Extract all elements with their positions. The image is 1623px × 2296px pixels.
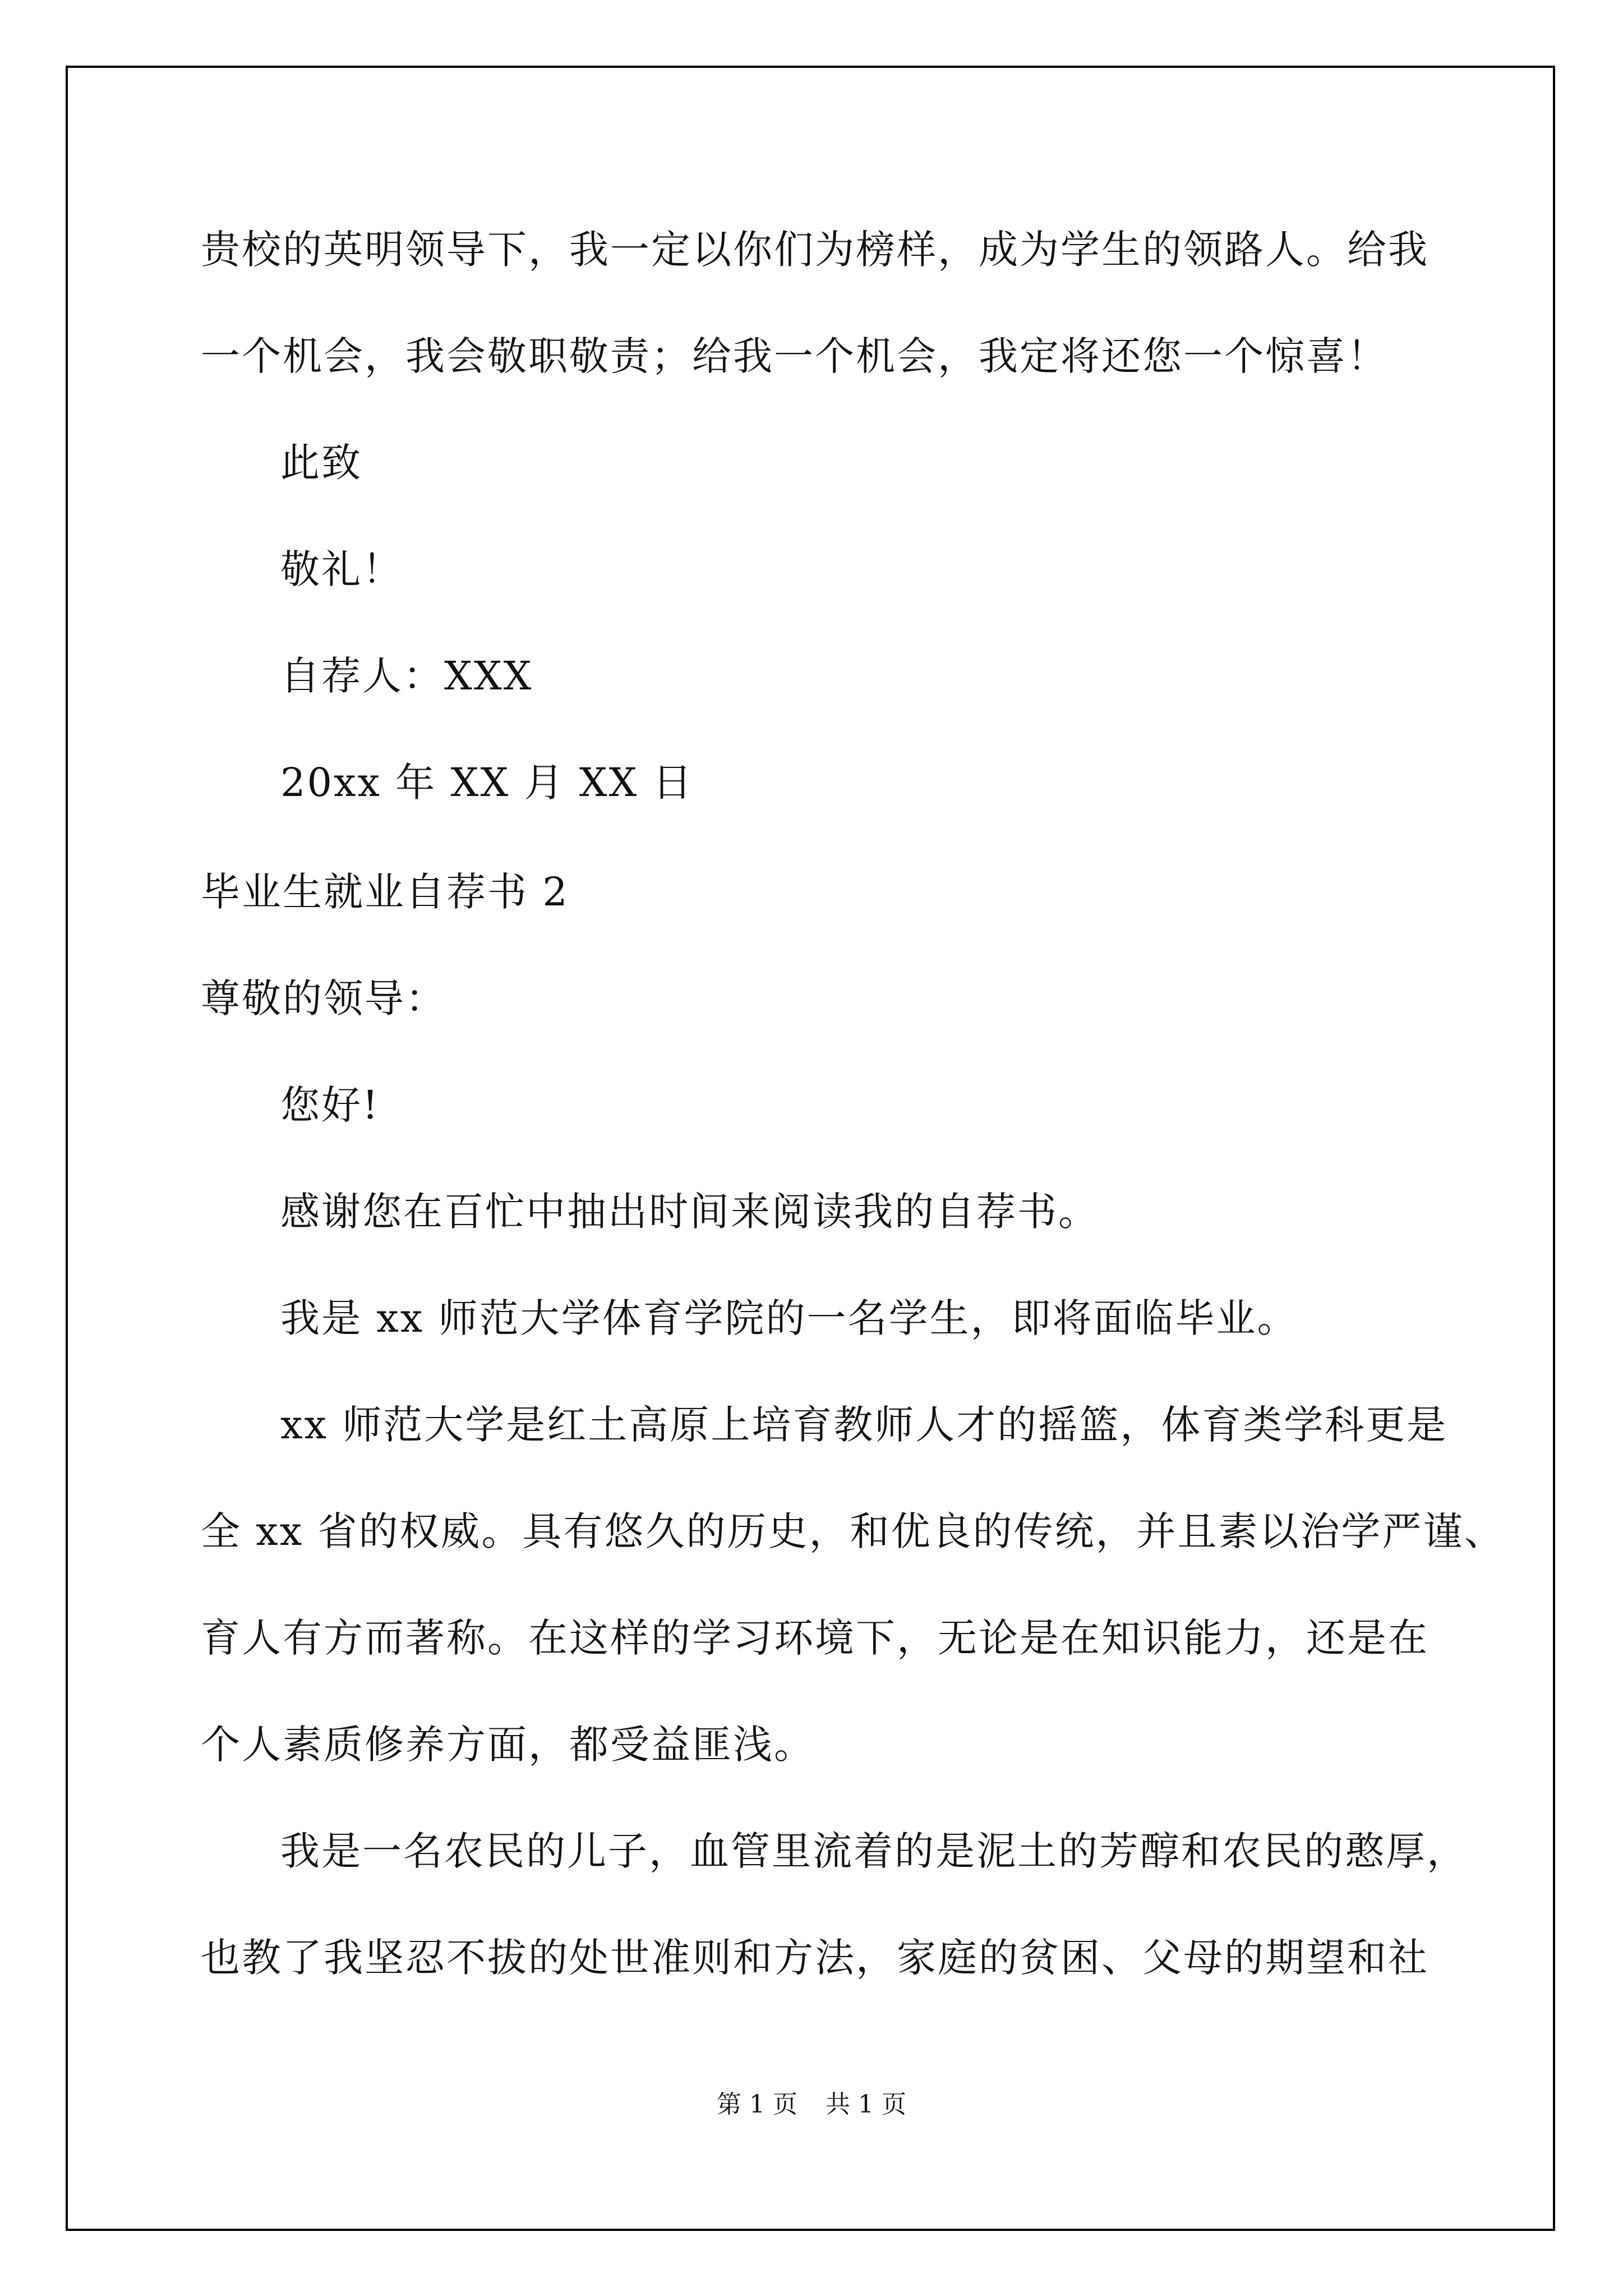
closing-salutation: 此致 — [280, 440, 362, 486]
greeting: 尊敬的领导： — [201, 976, 446, 1022]
paragraph-line: 感谢您在百忙中抽出时间来阅读我的自荐书。 — [280, 1189, 1099, 1235]
date-line: 20xx 年 XX 月 XX 日 — [280, 760, 694, 806]
page-number-total: 共 1 页 — [826, 2090, 906, 2119]
paragraph-line: 我是一名农民的儿子，血管里流着的是泥土的芳醇和农民的憨厚， — [280, 1828, 1468, 1874]
page-border — [66, 66, 1555, 2231]
closing-regards: 敬礼！ — [280, 546, 403, 592]
page-footer — [0, 2084, 1623, 2120]
paragraph-line: 也教了我坚忍不拔的处世准则和方法，家庭的贫困、父母的期望和社 — [201, 1935, 1429, 1981]
page-number-current: 第 1 页 — [717, 2090, 797, 2119]
paragraph-line: 育人有方而著称。在这样的学习环境下，无论是在知识能力，还是在 — [201, 1615, 1429, 1661]
paragraph-line: 贵校的英明领导下，我一定以你们为榜样，成为学生的领路人。给我 — [201, 227, 1429, 273]
section-title: 毕业生就业自荐书 2 — [201, 869, 569, 915]
paragraph-line: 全 xx 省的权威。具有悠久的历史，和优良的传统，并且素以治学严谨、 — [201, 1508, 1505, 1554]
paragraph-line: 我是 xx 师范大学体育学院的一名学生，即将面临毕业。 — [280, 1295, 1298, 1341]
paragraph-line: 一个机会，我会敬职敬责；给我一个机会，我定将还您一个惊喜！ — [201, 333, 1388, 379]
paragraph-line: xx 师范大学是红土高原上培育教师人才的摇篮，体育类学科更是 — [280, 1402, 1448, 1448]
signature-line: 自荐人：XXX — [280, 653, 533, 699]
greeting-hello: 您好! — [280, 1082, 380, 1128]
paragraph-line: 个人素质修养方面，都受益匪浅。 — [201, 1722, 815, 1768]
